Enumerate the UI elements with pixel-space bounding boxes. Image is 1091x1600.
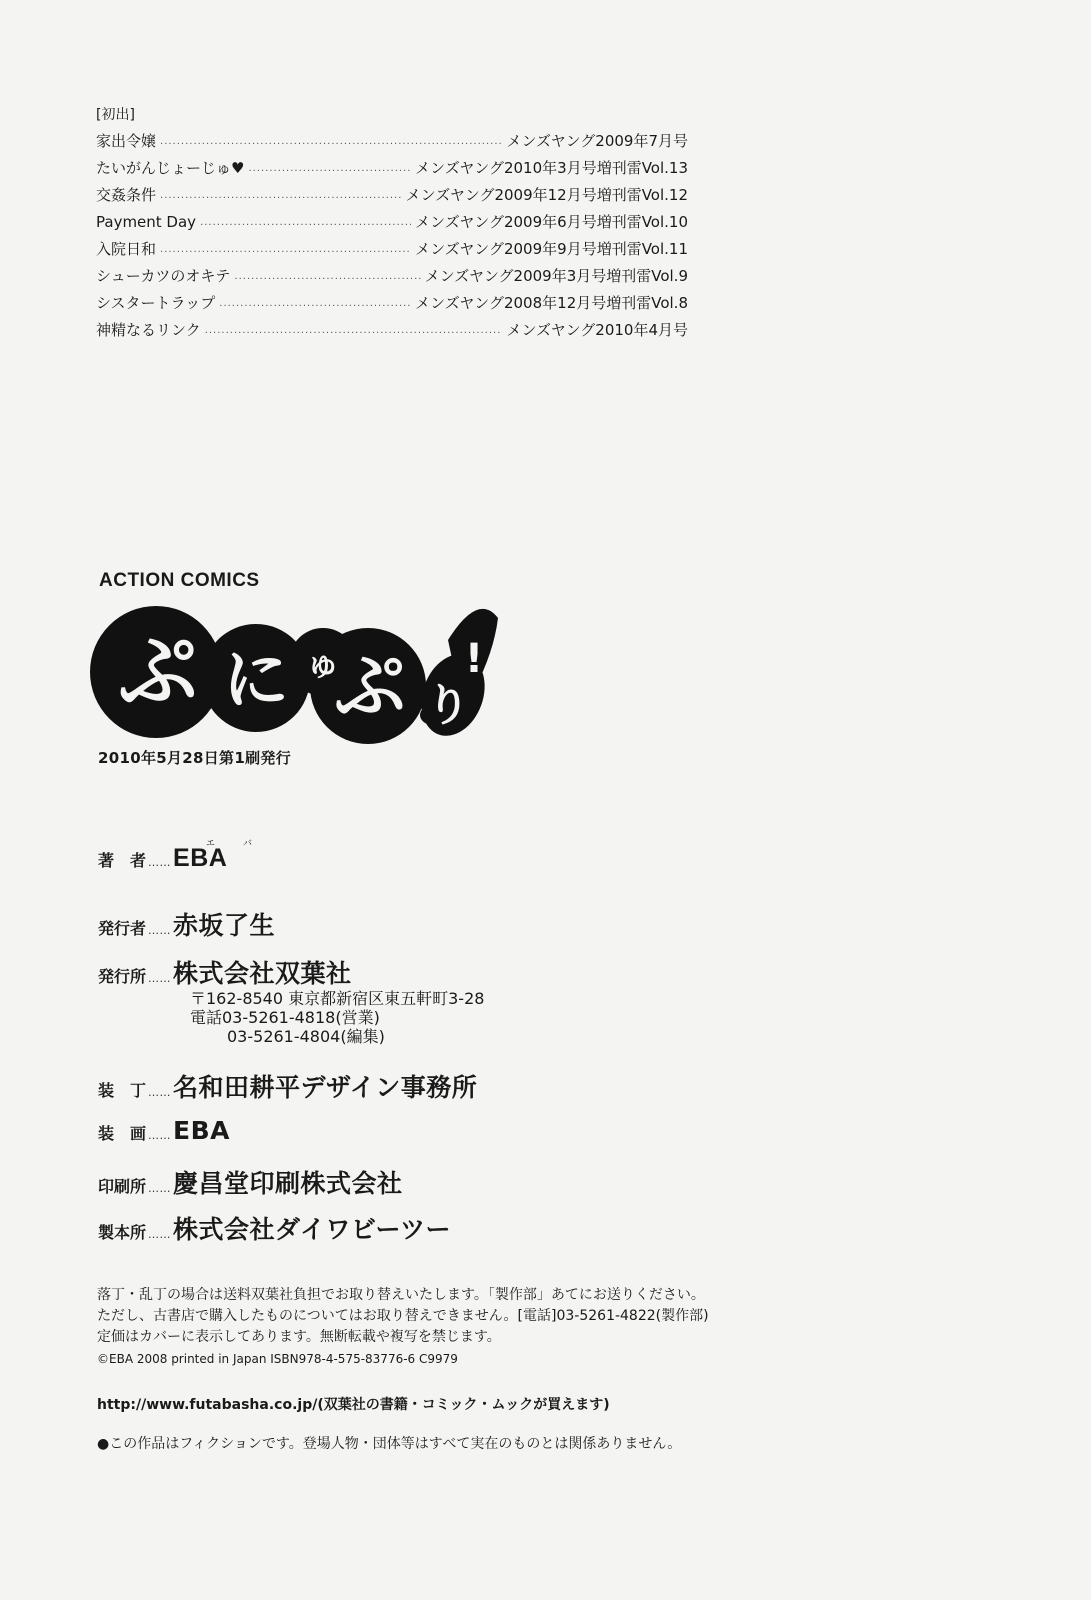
list-item <box>96 130 688 157</box>
credit-publisher <box>98 906 275 942</box>
author-name: EBA <box>173 844 228 872</box>
story-source: メンズヤング2009年12月号増刊雷Vol.12 <box>405 186 688 204</box>
dot-leader <box>205 325 503 336</box>
title-logo-graphic <box>88 600 498 750</box>
credit-binding-design <box>98 1068 477 1104</box>
note-used-books: ただし、古書店で購入したものについてはお取り替えできません。[電話]03-5261-4822(製作部) <box>97 1308 709 1324</box>
cover-art-name: EBA <box>173 1116 230 1145</box>
story-title: 交姦条件 <box>96 186 157 204</box>
leader-dots: …… <box>148 1182 172 1195</box>
logo-char-pu2: ぷ <box>333 645 407 729</box>
credit-cover-art <box>98 1116 230 1145</box>
author-ruby: エバ <box>206 839 281 849</box>
story-title: たいがんじょーじゅ♥ <box>96 159 245 177</box>
list-item <box>96 211 688 238</box>
story-source: メンズヤング2009年6月号増刊雷Vol.10 <box>415 213 688 231</box>
publisher-phone-editorial: 03-5261-4804(編集) <box>227 1027 385 1046</box>
bookbinder-name: 株式会社ダイワビーツー <box>173 1215 452 1244</box>
dot-leader <box>234 271 420 282</box>
dot-leader <box>160 136 502 147</box>
publisher-phone-sales: 電話03-5261-4818(営業) <box>190 1008 380 1027</box>
list-item <box>96 319 688 346</box>
logo-char-exclaim: ! <box>464 636 484 682</box>
story-source: メンズヤング2010年3月号増刊雷Vol.13 <box>415 159 688 177</box>
series-label: ACTION COMICS <box>99 570 260 591</box>
list-item <box>96 238 688 265</box>
dot-leader <box>248 163 411 174</box>
list-item <box>96 157 688 184</box>
leader-dots: …… <box>148 924 172 937</box>
story-source: メンズヤング2009年7月号 <box>506 132 688 150</box>
credit-bookbinder <box>98 1210 451 1246</box>
story-title: 神精なるリンク <box>96 321 201 339</box>
story-source: メンズヤング2010年4月号 <box>506 321 688 339</box>
logo-char-pu1: ぷ <box>118 626 198 719</box>
credit-role: 装 丁 <box>98 1081 147 1100</box>
publisher-name: 赤坂了生 <box>173 911 276 940</box>
credit-role: 著 者 <box>98 851 147 870</box>
publisher-address: 〒162-8540 東京都新宿区東五軒町3-28 <box>190 989 485 1008</box>
credit-author <box>98 844 227 873</box>
credit-role: 発行者 <box>98 919 147 938</box>
leader-dots: …… <box>148 1086 172 1099</box>
story-title: 家出令嬢 <box>96 132 157 150</box>
website-line: http://www.futabasha.co.jp/(双葉社の書籍・コミック・ムックが買えます) <box>97 1397 610 1413</box>
story-title: シスタートラップ <box>96 294 216 312</box>
first-publication-list <box>96 104 688 346</box>
list-item <box>96 265 688 292</box>
dot-leader <box>160 190 402 201</box>
note-price: 定価はカバーに表示してあります。無断転載や複写を禁じます。 <box>97 1329 501 1345</box>
printer-name: 慶昌堂印刷株式会社 <box>173 1169 403 1198</box>
binding-design-name: 名和田耕平デザイン事務所 <box>173 1073 478 1102</box>
logo-char-ni: に <box>223 641 289 718</box>
credit-role: 発行所 <box>98 967 147 986</box>
copyright-isbn: ©EBA 2008 printed in Japan ISBN978-4-575-83776-6 C9979 <box>97 1352 458 1366</box>
dot-leader <box>200 217 411 228</box>
first-publication-heading: [初出] <box>96 107 135 123</box>
credit-role: 製本所 <box>98 1223 147 1242</box>
credit-role: 印刷所 <box>98 1177 147 1196</box>
story-source: メンズヤング2008年12月号増刊雷Vol.8 <box>415 294 688 312</box>
story-title: 入院日和 <box>96 240 157 258</box>
dot-leader <box>160 244 411 255</box>
story-title: シューカツのオキテ <box>96 267 231 285</box>
fiction-notice: ●この作品はフィクションです。登場人物・団体等はすべて実在のものとは関係ありません。 <box>97 1436 682 1452</box>
note-replacement: 落丁・乱丁の場合は送料双葉社負担でお取り替えいたします。「製作部」あてにお送りください。 <box>97 1287 705 1303</box>
leader-dots: …… <box>148 1129 172 1142</box>
publishing-house-name: 株式会社双葉社 <box>173 959 352 988</box>
dot-leader <box>219 298 411 309</box>
credit-printer <box>98 1164 403 1200</box>
story-source: メンズヤング2009年3月号増刊雷Vol.9 <box>424 267 688 285</box>
leader-dots: …… <box>148 972 172 985</box>
publication-date: 2010年5月28日第1刷発行 <box>98 749 291 767</box>
leader-dots: …… <box>148 1228 172 1241</box>
credit-role: 装 画 <box>98 1124 147 1143</box>
leader-dots: …… <box>148 856 172 869</box>
credit-publishing-house <box>98 954 352 990</box>
logo-char-ri: り <box>426 680 470 731</box>
title-logo <box>88 600 498 750</box>
list-item <box>96 184 688 211</box>
logo-char-yu: ゅ <box>306 644 340 684</box>
story-title: Payment Day <box>96 213 197 231</box>
story-source: メンズヤング2009年9月号増刊雷Vol.11 <box>415 240 688 258</box>
list-item <box>96 292 688 319</box>
legal-notes <box>97 1285 797 1369</box>
